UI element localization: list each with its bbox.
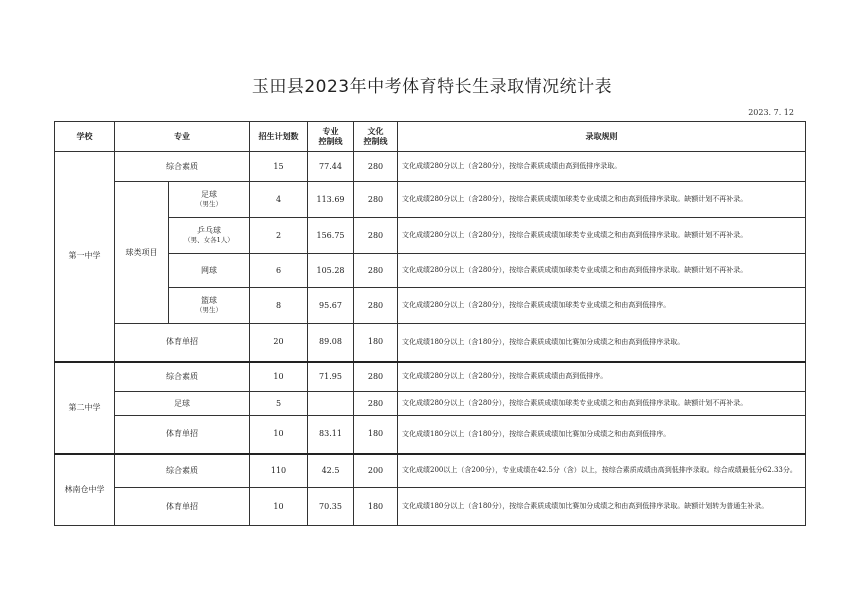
rule-cell: 文化成绩180分以上（含180分），按综合素质成绩加比赛加分成绩之和由高到低排序录取。 xyxy=(398,324,806,362)
school-cell: 林南仓中学 xyxy=(55,454,115,526)
major-name: 乒乓球 xyxy=(197,226,221,236)
major-cell: 体育单招 xyxy=(115,416,250,454)
plan-cell: 20 xyxy=(250,324,308,362)
culture-line-cell: 280 xyxy=(354,152,398,182)
rule-cell: 文化成绩180分以上（含180分），按综合素质成绩加比赛加分成绩之和由高到低排序录取。缺额计划转为普通生补录。 xyxy=(398,488,806,526)
admission-table xyxy=(54,121,806,526)
major-cell: 综合素质 xyxy=(115,454,250,488)
date-label: 2023. 7. 12 xyxy=(748,108,794,117)
culture-line-cell: 180 xyxy=(354,324,398,362)
header-major-line-1: 专业 xyxy=(322,126,339,136)
major-cell: 体育单招 xyxy=(115,488,250,526)
major-line-cell: 83.11 xyxy=(308,416,354,454)
ball-group-cell: 球类项目 xyxy=(115,182,169,324)
major-cell: 综合素质 xyxy=(115,152,250,182)
table-row xyxy=(55,182,806,218)
rule-cell: 文化成绩280分以上（含280分），按综合素质成绩加球类专业成绩之和由高到低排序。 xyxy=(398,288,806,324)
major-cell xyxy=(169,182,250,218)
plan-cell: 10 xyxy=(250,416,308,454)
rule-cell: 文化成绩280分以上（含280分），按综合素质成绩加球类专业成绩之和由高到低排序录取。缺额计划不再补录。 xyxy=(398,218,806,254)
table-row xyxy=(55,416,806,454)
school-cell: 第一中学 xyxy=(55,152,115,362)
major-line-cell: 95.67 xyxy=(308,288,354,324)
rule-cell: 文化成绩280分以上（含280分），按综合素质成绩加球类专业成绩之和由高到低排序录取。缺额计划不再补录。 xyxy=(398,182,806,218)
header-school: 学校 xyxy=(55,122,115,152)
major-cell: 体育单招 xyxy=(115,324,250,362)
header-major-line xyxy=(308,122,354,152)
header-culture-line-1: 文化 xyxy=(367,126,384,136)
table-row xyxy=(55,362,806,392)
major-note: （男生） xyxy=(196,200,222,209)
major-cell: 综合素质 xyxy=(115,362,250,392)
culture-line-cell: 180 xyxy=(354,416,398,454)
rule-cell: 文化成绩280分以上（含280分），按综合素质成绩由高到低排序。 xyxy=(398,362,806,392)
rule-cell: 文化成绩180分以上（含180分），按综合素质成绩加比赛加分成绩之和由高到低排序。 xyxy=(398,416,806,454)
major-note: （男生） xyxy=(196,306,222,315)
major-cell xyxy=(169,288,250,324)
culture-line-cell: 280 xyxy=(354,392,398,416)
header-plan: 招生计划数 xyxy=(250,122,308,152)
major-cell xyxy=(169,218,250,254)
table-row xyxy=(55,488,806,526)
major-name: 足球 xyxy=(201,190,217,200)
major-line-cell: 70.35 xyxy=(308,488,354,526)
plan-cell: 4 xyxy=(250,182,308,218)
school-cell: 第二中学 xyxy=(55,362,115,454)
page-title: 玉田县2023年中考体育特长生录取情况统计表 xyxy=(251,77,613,97)
major-line-cell: 42.5 xyxy=(308,454,354,488)
plan-cell: 8 xyxy=(250,288,308,324)
plan-cell: 6 xyxy=(250,254,308,288)
major-line-cell: 105.28 xyxy=(308,254,354,288)
major-line-cell xyxy=(308,392,354,416)
major-line-cell: 89.08 xyxy=(308,324,354,362)
rule-cell: 文化成绩280分以上（含280分），按综合素质成绩加球类专业成绩之和由高到低排序录取。缺额计划不再补录。 xyxy=(398,254,806,288)
header-culture-line-2: 控制线 xyxy=(363,136,388,146)
table-row xyxy=(55,392,806,416)
major-cell: 网球 xyxy=(169,254,250,288)
culture-line-cell: 280 xyxy=(354,288,398,324)
major-name: 篮球 xyxy=(201,296,217,306)
rule-cell: 文化成绩200以上（含200分），专业成绩在42.5分（含）以上，按综合素质成绩由高到低排序录取。综合成绩最低分62.33分。 xyxy=(398,454,806,488)
culture-line-cell: 200 xyxy=(354,454,398,488)
header-major-line-2: 控制线 xyxy=(318,136,343,146)
culture-line-cell: 180 xyxy=(354,488,398,526)
plan-cell: 110 xyxy=(250,454,308,488)
plan-cell: 15 xyxy=(250,152,308,182)
plan-cell: 10 xyxy=(250,362,308,392)
rule-cell: 文化成绩280分以上（含280分），按综合素质成绩加球类专业成绩之和由高到低排序录取。缺额计划不再补录。 xyxy=(398,392,806,416)
culture-line-cell: 280 xyxy=(354,362,398,392)
major-line-cell: 113.69 xyxy=(308,182,354,218)
major-line-cell: 71.95 xyxy=(308,362,354,392)
culture-line-cell: 280 xyxy=(354,218,398,254)
plan-cell: 10 xyxy=(250,488,308,526)
header-rule: 录取规则 xyxy=(398,122,806,152)
header-major: 专业 xyxy=(115,122,250,152)
header-row xyxy=(55,122,806,152)
rule-cell: 文化成绩280分以上（含280分），按综合素质成绩由高到低排序录取。 xyxy=(398,152,806,182)
table-row xyxy=(55,454,806,488)
culture-line-cell: 280 xyxy=(354,254,398,288)
plan-cell: 5 xyxy=(250,392,308,416)
major-line-cell: 156.75 xyxy=(308,218,354,254)
culture-line-cell: 280 xyxy=(354,182,398,218)
major-line-cell: 77.44 xyxy=(308,152,354,182)
major-cell: 足球 xyxy=(115,392,250,416)
header-culture-line xyxy=(354,122,398,152)
table-row xyxy=(55,152,806,182)
plan-cell: 2 xyxy=(250,218,308,254)
table-row xyxy=(55,324,806,362)
major-note: （男、女各1人） xyxy=(184,236,234,245)
